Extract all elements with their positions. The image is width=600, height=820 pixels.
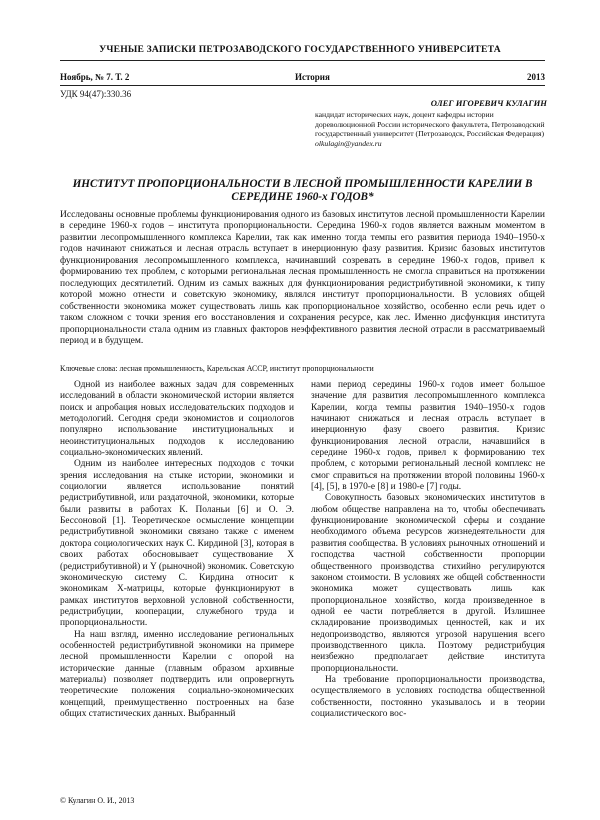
issue-label: Ноябрь, № 7. Т. 2 — [60, 72, 130, 82]
author-block — [315, 99, 547, 149]
udk-code: УДК 94(47):330.36 — [60, 89, 132, 99]
body-paragraph: Совокупность базовых экономических институтов в любом обществе направлена на то, чтобы обеспечивать функционирование экономической сферы и создание необходимого объема ресурсов жизнедеятельности для развития сообщества. В условиях рыночных отношений и господства частной собственности пропорции общественного производства стихийно регулируются законом стоимости. В условиях же общей собственности экономика может существовать лишь как пропорциональное хозяйство, когда произведенное в одной ее части потребляется в другой. Излишнее складирование производимых ценностей, как и их недопроизводство, являются угрозой нарушения всего производственного цикла. Поэтому редистрибуция неизбежно предполагает действие института пропорциональности. — [311, 493, 545, 674]
body-paragraph: На наш взгляд, именно исследование региональных особенностей редистрибутивной экономики на примере лесной промышленности Карелии с опорой на исторические данные (главным образом архивные материалы) позволяет подтвердить или опровергнуть теоретические положения социально-экономических концепций, преимущественно построенных на базе общих статистических данных. Выбранный — [60, 629, 294, 719]
body-paragraph: нами период середины 1960-х годов имеет большое значение для развития лесопромышленного комплекса Карелии, когда темпы развития 1940–1950-х годов начинают снижаться и лесная отрасль вступает в инерционную фазу своего развития. Кризис функционирования лесной отрасли, начавшийся в середине 1960-х годов, привел к формированию тех проблем, с которыми региональный лесной комплекс не смог справиться на протяжении второй половины 1960-х [4], [5], в 1970-е [8] и 1980-е [7] годы. — [311, 380, 545, 493]
header-rule — [60, 60, 545, 61]
author-affiliation: кандидат исторических наук, доцент кафедры истории дореволюционной России исторического факультета, Петрозаводский государственный университет (Петрозаводск, Российская Федерация) — [315, 109, 545, 139]
body-paragraph: Одним из наиболее интересных подходов с точки зрения исследования на стыке истории, экономики и социологии является использование понятий редистрибутивной, или раздаточной, экономики, которые были развиты в работах К. Поланьи [6] и О. Э. Бессоновой [1]. Теоретическое осмысление концепции редистрибутивной экономики связано также с именем доктора социологических наук С. Кирдиной [3], которая в своих работах обосновывает существование Х (редистрибутивной) и Y (рыночной) экономик. Советскую экономическую систему С. Кирдина относит к экономикам Х-матрицы, которые функционируют в рамках институтов верховной условной собственности, редистрибуции, кооперации, служебного труда и пропорциональности. — [60, 459, 294, 629]
body-paragraph: На требование пропорциональности производства, осуществляемого в условиях господства общественной собственности, постоянно указывалось и в теории социалистического вос- — [311, 674, 545, 719]
year-label: 2013 — [527, 72, 545, 82]
keywords: Ключевые слова: лесная промышленность, Карельская АССР, институт пропорциональности — [60, 364, 374, 373]
copyright: © Кулагин О. И., 2013 — [60, 796, 135, 805]
article-title: ИНСТИТУТ ПРОПОРЦИОНАЛЬНОСТИ В ЛЕСНОЙ ПРОМЫШЛЕННОСТИ КАРЕЛИИ В СЕРЕДИНЕ 1960-х ГОДОВ* — [72, 178, 533, 203]
journal-title: УЧЕНЫЕ ЗАПИСКИ ПЕТРОЗАВОДСКОГО ГОСУДАРСТВЕННОГО УНИВЕРСИТЕТА — [99, 44, 501, 55]
body-paragraph: Одной из наиболее важных задач для современных исследований в области экономической истории является поиск и апробация новых исследовательских подходов и методологий. Сегодня среди экономистов и социологов популярно использование институциональных и неоинституциональных подходов к исследованию социально-экономических явлений. — [60, 380, 294, 459]
body-right-column — [311, 380, 545, 720]
meta-rule — [60, 85, 545, 86]
section-label: История — [295, 72, 330, 82]
abstract: Исследованы основные проблемы функционирования одного из базовых институтов лесной промышленности Карелии в середине 1960-х годов – института пропорциональности. Середина 1960-х годов является важным моментом в развитии лесопромышленного комплекса Карелии, так как именно тогда темпы его развития периода 1940–1950-х годов начинают снижаться и лесная отрасль вступает в инерционную фазу развития. Кризис базовых институтов функционирования лесопромышленного комплекса, начинавший созревать в середине 1960-х годов, привел к формированию тех проблем, с которыми региональная лесная промышленность не смогла справиться на протяжении последующих десятилетий. Одним из самых важных для функционирования редистрибутивной экономики, к типу которой можно отнести и советскую экономику, являлся институт пропорциональности. В условиях общей собственности экономика может существовать лишь как пропорциональное хозяйство, особенно если речь идет о таком сложном с точки зрения его восстановления и сохранения ресурсе, как лес. Именно дисфункция института пропорциональности стала одним из главных факторов неэффективного развития лесной отрасли в рассматриваемый период и в будущем. — [60, 210, 545, 346]
author-name: ОЛЕГ ИГОРЕВИЧ КУЛАГИН — [430, 98, 547, 108]
body-left-column — [60, 380, 294, 720]
author-email[interactable]: olkulagin@yandex.ru — [315, 139, 382, 149]
